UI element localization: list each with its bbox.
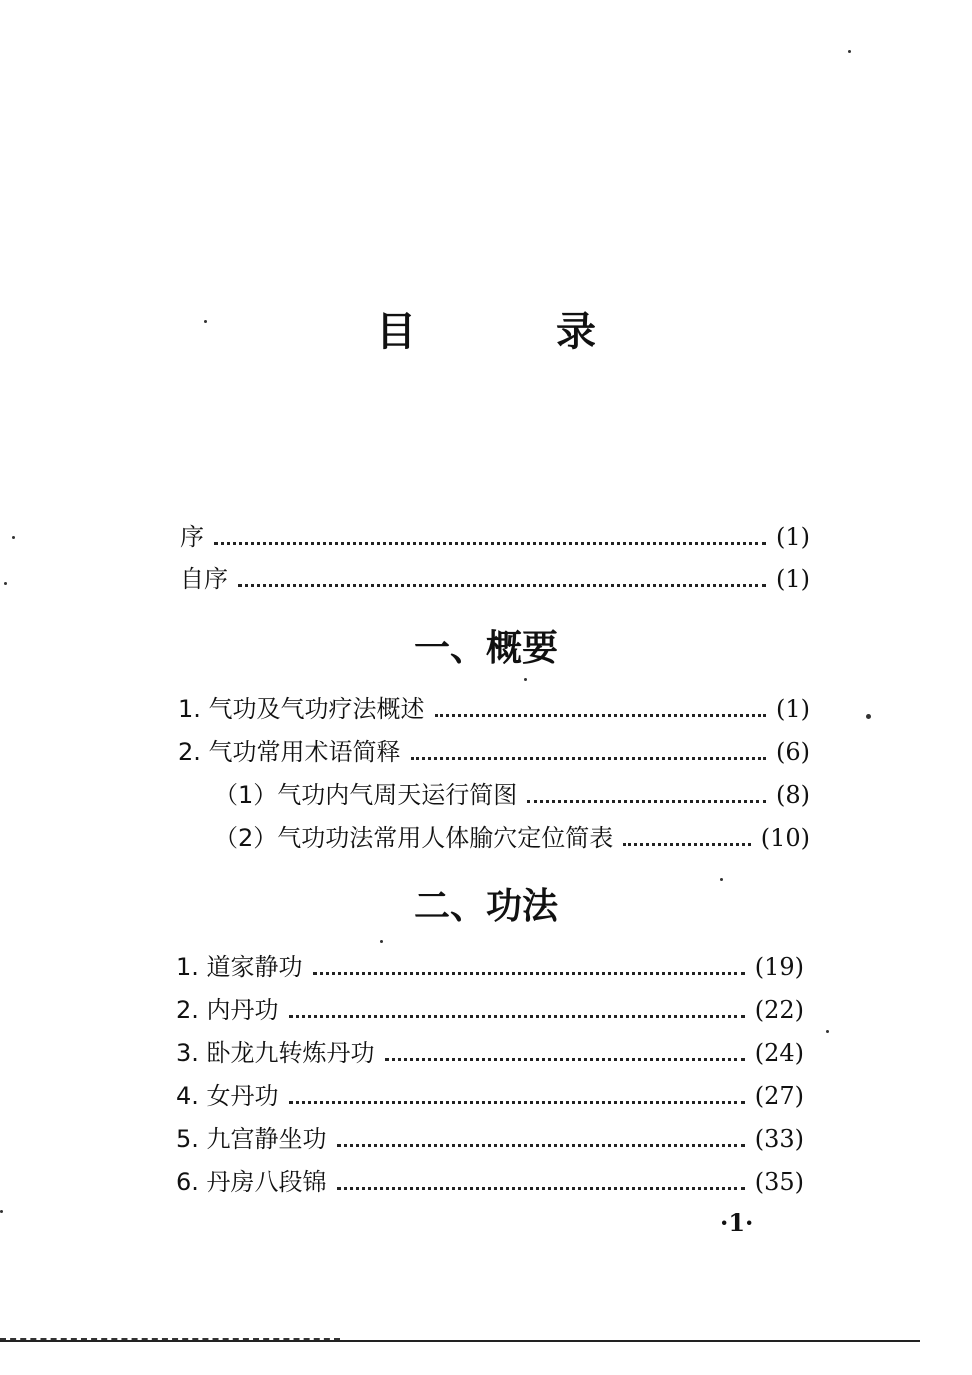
- toc-entry: [176, 1165, 804, 1199]
- toc-leader: [385, 1058, 745, 1061]
- page-title: 目录: [376, 309, 736, 355]
- toc-entry: [180, 562, 810, 596]
- toc-entry: [176, 1079, 804, 1113]
- scan-speck: [720, 878, 723, 881]
- scan-speck: [524, 678, 527, 681]
- toc-entry-label: （1）气功内气周天运行简图: [214, 781, 518, 809]
- toc-leader: [289, 1101, 745, 1104]
- toc-entry-label: 4. 女丹功: [176, 1082, 279, 1110]
- scan-speck: [848, 50, 851, 53]
- toc-entry: [180, 520, 810, 554]
- toc-entry-page: (10): [760, 824, 810, 852]
- scan-speck: [204, 320, 207, 323]
- toc-entry: [176, 950, 804, 984]
- toc-entry-label: 3. 卧龙九转炼丹功: [176, 1039, 375, 1067]
- toc-leader: [214, 542, 766, 545]
- toc-entry-label: 自序: [180, 565, 228, 593]
- toc-entry: [176, 993, 804, 1027]
- toc-entry-label: 1. 气功及气功疗法概述: [178, 695, 425, 723]
- toc-entry-page: (19): [754, 953, 804, 981]
- section-heading: 一、概要: [413, 628, 558, 669]
- section-heading: 二、功法: [413, 886, 558, 927]
- toc-leader: [527, 800, 766, 803]
- scan-speck: [0, 1210, 3, 1213]
- toc-leader: [238, 584, 766, 587]
- toc-entry: [178, 692, 810, 726]
- toc-entry-label: 2. 内丹功: [176, 996, 279, 1024]
- toc-leader: [289, 1015, 745, 1018]
- toc-entry-label: 1. 道家静功: [176, 953, 303, 981]
- scan-speck: [12, 536, 15, 539]
- toc-entry-page: (35): [754, 1168, 804, 1196]
- scan-speck: [826, 1030, 829, 1033]
- toc-entry-label: 序: [180, 523, 204, 551]
- toc-entry: [214, 778, 810, 812]
- toc-leader: [435, 714, 766, 717]
- toc-entry-page: (1): [776, 523, 810, 551]
- toc-entry-page: (1): [776, 565, 810, 593]
- toc-entry-label: 6. 丹房八段锦: [176, 1168, 327, 1196]
- toc-leader: [337, 1144, 745, 1147]
- toc-entry: [178, 735, 810, 769]
- toc-leader: [623, 843, 750, 846]
- toc-entry: [214, 821, 810, 855]
- toc-entry-page: (22): [754, 996, 804, 1024]
- toc-entry-page: (1): [776, 695, 810, 723]
- scan-speck: [4, 582, 7, 585]
- scan-speck: [380, 940, 383, 943]
- toc-entry: [176, 1036, 804, 1070]
- bottom-rule: [0, 1340, 920, 1342]
- toc-entry-label: 5. 九宫静坐功: [176, 1125, 327, 1153]
- toc-leader: [337, 1187, 745, 1190]
- toc-leader: [313, 972, 745, 975]
- toc-entry-page: (24): [754, 1039, 804, 1067]
- toc-entry-page: (27): [754, 1082, 804, 1110]
- page-number: ·1·: [720, 1208, 754, 1237]
- toc-entry-page: (33): [754, 1125, 804, 1153]
- toc-entry: [176, 1122, 804, 1156]
- toc-leader: [411, 757, 766, 760]
- toc-entry-page: (6): [776, 738, 810, 766]
- toc-entry-label: （2）气功功法常用人体腧穴定位简表: [214, 824, 614, 852]
- toc-entry-page: (8): [776, 781, 810, 809]
- toc-entry-label: 2. 气功常用术语简释: [178, 738, 401, 766]
- scan-speck: [866, 714, 871, 719]
